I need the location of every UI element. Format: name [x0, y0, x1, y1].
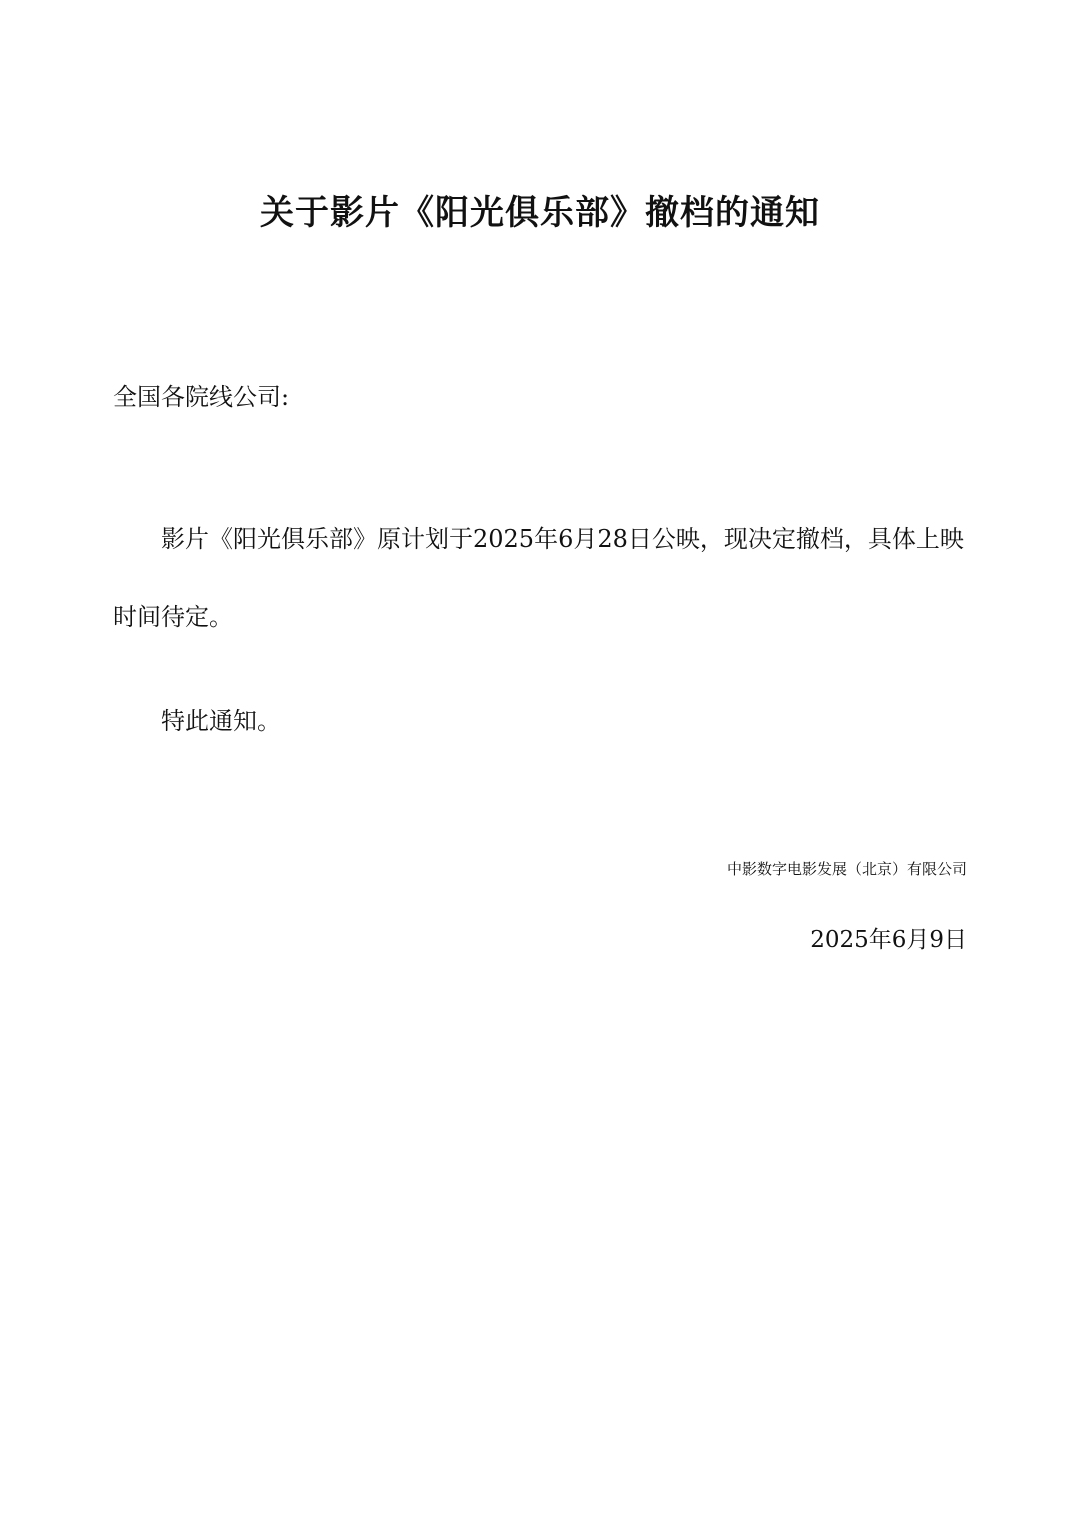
salutation: 全国各院线公司:: [113, 383, 290, 411]
document-title: 关于影片《阳光俱乐部》撤档的通知: [260, 193, 820, 233]
issuer-name: 中影数字电影发展（北京）有限公司: [726, 860, 967, 878]
closing-line: 特此通知。: [161, 707, 281, 735]
body-paragraph: 影片《阳光俱乐部》原计划于2025年6月28日公映，现决定撤档，具体上映时间待定。: [113, 525, 964, 631]
issue-date: 2025年6月9日: [810, 927, 967, 953]
